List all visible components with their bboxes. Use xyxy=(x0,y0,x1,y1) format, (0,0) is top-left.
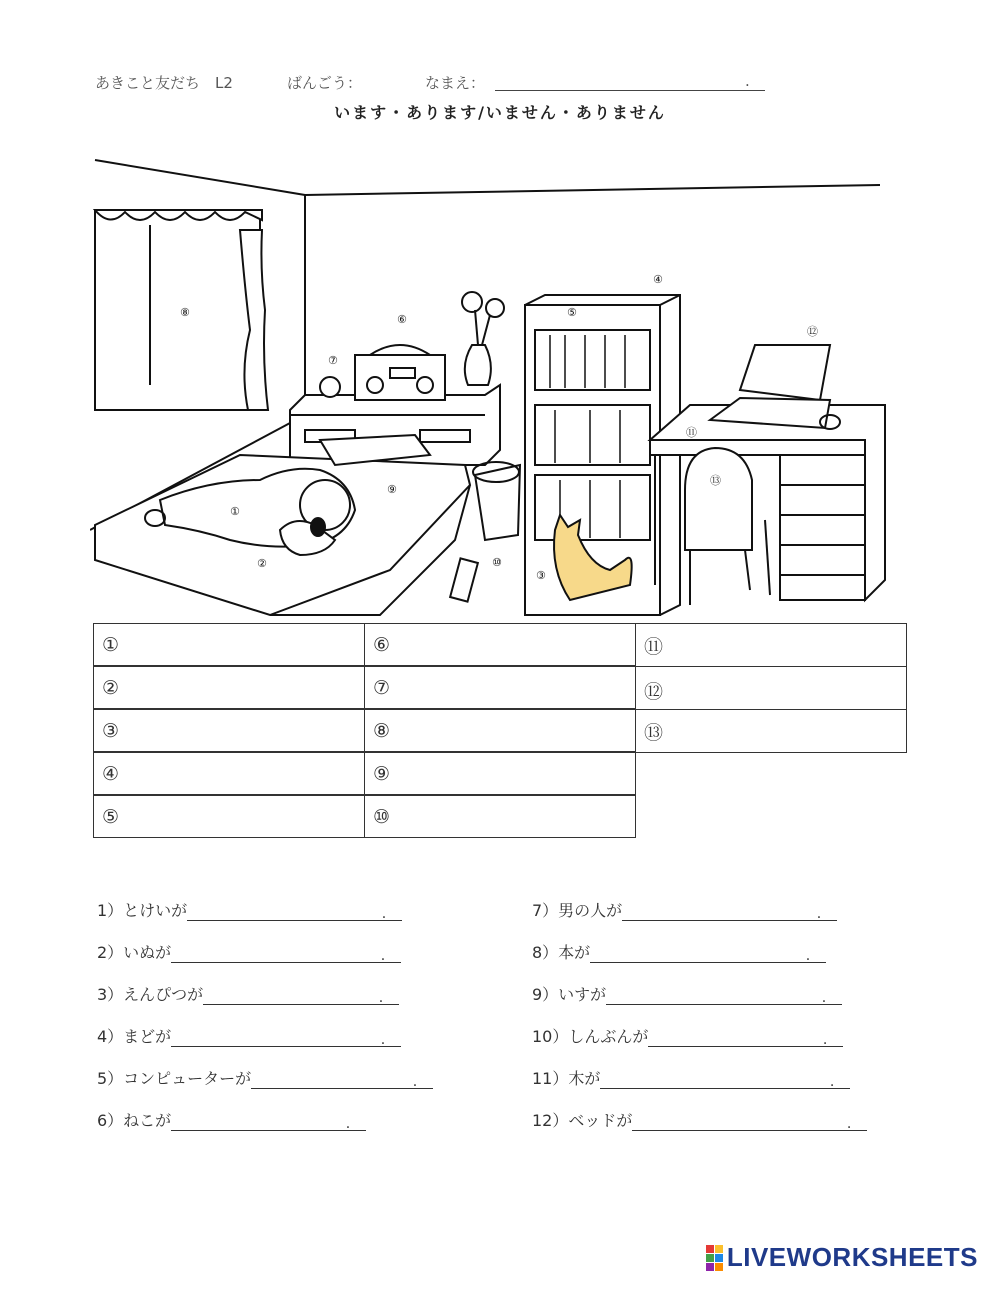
answer-cell[interactable] xyxy=(635,623,907,667)
answer-end: . xyxy=(829,1074,835,1090)
liveworksheets-logo xyxy=(706,1242,978,1273)
question-5 xyxy=(97,1066,433,1089)
question-10 xyxy=(532,1024,843,1047)
question-6 xyxy=(97,1108,366,1131)
scene-label-9: ⑨ xyxy=(387,483,397,496)
answer-end: . xyxy=(846,1116,852,1132)
question-12 xyxy=(532,1108,867,1131)
answer-blank[interactable] xyxy=(203,988,399,1005)
question-prompt: 2）いぬが xyxy=(97,943,172,962)
answer-blank[interactable] xyxy=(590,946,826,963)
answer-end: . xyxy=(821,990,827,1006)
answer-blank[interactable] xyxy=(632,1114,867,1131)
name-label: なまえ： xyxy=(425,74,486,92)
scene-label-7: ⑦ xyxy=(328,354,338,367)
question-9 xyxy=(532,982,842,1005)
answer-cell[interactable] xyxy=(93,666,365,709)
answer-end: . xyxy=(380,948,386,964)
question-2 xyxy=(97,940,401,963)
scene-label-12: ⑫ xyxy=(807,325,818,338)
cell-number: ② xyxy=(102,677,120,699)
cell-number: ⑨ xyxy=(373,763,391,785)
question-7 xyxy=(532,898,837,921)
answer-cell[interactable] xyxy=(364,709,636,752)
question-11 xyxy=(532,1066,850,1089)
answer-cell[interactable] xyxy=(364,666,636,709)
question-prompt: 8）本が xyxy=(532,943,591,962)
question-prompt: 11）木が xyxy=(532,1069,601,1088)
question-3 xyxy=(97,982,399,1005)
name-end-dot: . xyxy=(745,72,750,90)
cell-number: ⑦ xyxy=(373,677,391,699)
page-title: います・あります/いません・ありません xyxy=(334,103,666,122)
answer-cell[interactable] xyxy=(635,666,907,710)
scene-label-10: ⑩ xyxy=(492,556,502,569)
question-prompt: 9）いすが xyxy=(532,985,607,1004)
answer-end: . xyxy=(822,1032,828,1048)
question-prompt: 1）とけいが xyxy=(97,901,188,920)
name-line xyxy=(495,90,765,91)
answer-blank[interactable] xyxy=(648,1030,843,1047)
answer-blank[interactable] xyxy=(171,946,401,963)
answer-cell[interactable] xyxy=(364,623,636,666)
scene-label-8: ⑧ xyxy=(180,306,190,319)
question-8 xyxy=(532,940,826,963)
answer-end: . xyxy=(380,1032,386,1048)
answer-blank[interactable] xyxy=(600,1072,850,1089)
answer-cell[interactable] xyxy=(635,709,907,753)
answer-end: . xyxy=(816,906,822,922)
answer-blank[interactable] xyxy=(606,988,842,1005)
cell-number: ⑧ xyxy=(373,720,391,742)
cell-number: ⑬ xyxy=(644,722,664,744)
cell-number: ⑩ xyxy=(373,806,391,828)
answer-cell[interactable] xyxy=(93,623,365,666)
cell-number: ⑤ xyxy=(102,806,120,828)
cell-number: ⑪ xyxy=(644,636,664,658)
question-4 xyxy=(97,1024,401,1047)
answer-blank[interactable] xyxy=(171,1030,401,1047)
cell-number: ⑫ xyxy=(644,681,664,703)
logo-badge-icon xyxy=(706,1245,723,1271)
question-1 xyxy=(97,898,402,921)
answer-blank[interactable] xyxy=(187,904,402,921)
cell-number: ① xyxy=(102,634,120,656)
scene-label-2: ② xyxy=(257,557,267,570)
answer-cell[interactable] xyxy=(93,752,365,795)
scene-label-13: ⑬ xyxy=(710,474,721,487)
question-prompt: 4）まどが xyxy=(97,1027,172,1046)
scene-label-6: ⑥ xyxy=(397,313,407,326)
answer-blank[interactable] xyxy=(622,904,837,921)
cell-number: ③ xyxy=(102,720,120,742)
answer-cell[interactable] xyxy=(93,709,365,752)
room-illustration xyxy=(90,130,900,620)
scene-label-1: ① xyxy=(230,505,240,518)
answer-cell[interactable] xyxy=(364,752,636,795)
answer-end: . xyxy=(412,1074,418,1090)
answer-end: . xyxy=(378,990,384,1006)
question-prompt: 10）しんぶんが xyxy=(532,1027,649,1046)
question-prompt: 12）ベッドが xyxy=(532,1111,633,1130)
answer-end: . xyxy=(345,1116,351,1132)
cell-number: ④ xyxy=(102,763,120,785)
answer-end: . xyxy=(805,948,811,964)
question-prompt: 5）コンピューターが xyxy=(97,1069,252,1088)
course-label: あきこと友だち L2 xyxy=(95,74,233,92)
answer-cell[interactable] xyxy=(364,795,636,838)
answer-blank[interactable] xyxy=(171,1114,366,1131)
cell-number: ⑥ xyxy=(373,634,391,656)
scene-label-5: ⑤ xyxy=(567,306,577,319)
scene-label-4: ④ xyxy=(653,273,663,286)
number-label: ばんごう： xyxy=(287,74,363,92)
answer-cell[interactable] xyxy=(93,795,365,838)
question-prompt: 6）ねこが xyxy=(97,1111,172,1130)
question-prompt: 7）男の人が xyxy=(532,901,623,920)
brand-name: LIVEWORKSHEETS xyxy=(726,1242,978,1272)
scene-label-3: ③ xyxy=(536,569,546,582)
question-prompt: 3）えんぴつが xyxy=(97,985,204,1004)
answer-blank[interactable] xyxy=(251,1072,433,1089)
answer-end: . xyxy=(381,906,387,922)
scene-label-11: ⑪ xyxy=(686,426,697,439)
